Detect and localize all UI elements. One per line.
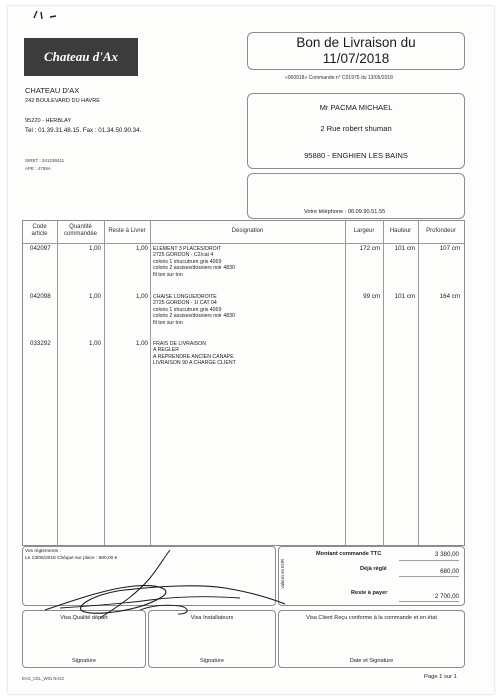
row-1-height: 101 cm xyxy=(394,245,415,252)
document-title-box xyxy=(247,32,465,70)
signature-label-1: Signature xyxy=(72,658,96,664)
header-quantity: Quantité commandée xyxy=(63,224,98,237)
row-3-qty: 1,00 xyxy=(88,340,101,347)
col-divider xyxy=(104,220,105,545)
header-designation: Désignation xyxy=(231,228,264,234)
row-1-width: 172 cm xyxy=(359,245,380,252)
order-reference: «060918» Commande n° C01975 du 13/05/2018 xyxy=(285,75,393,81)
rest-value: 2 700,00 xyxy=(434,593,459,600)
visa-installers-label: Visa Installateurs xyxy=(190,615,234,621)
document-date: 11/07/2018 xyxy=(322,51,390,66)
row-3-designation: FRAIS DE LIVRAISON A REGLER A REPRENDRE ANCIEN CANAPE LIVRAISON 90 A CHARGE CLIENT xyxy=(153,341,236,367)
row-3-code: 033292 xyxy=(30,340,51,347)
company-name: CHATEAU D'AX xyxy=(25,86,80,95)
signature-label-3: Date et Signature xyxy=(349,658,394,664)
payments-label: Vos règlements : xyxy=(25,549,61,554)
items-table xyxy=(22,220,465,546)
row-1-depth: 107 cm xyxy=(439,245,460,252)
page-number: Page 1 sur 1 xyxy=(424,674,457,680)
header-code: Code article xyxy=(31,224,48,237)
visa-client-box xyxy=(278,610,465,668)
row-2-depth: 164 cm xyxy=(439,293,460,300)
paid-label: Déjà réglé xyxy=(360,566,387,572)
row-1-qty: 1,00 xyxy=(88,245,101,252)
total-label: Montant commande TTC xyxy=(316,551,382,557)
handwritten-signature xyxy=(40,548,290,628)
customer-city: 95880 - ENGHIEN LES BAINS xyxy=(304,151,408,160)
header-height: Hauteur xyxy=(389,228,412,234)
row-2-code: 042098 xyxy=(30,293,51,300)
row-1-rest: 1,00 xyxy=(135,245,148,252)
row-3-rest: 1,00 xyxy=(135,340,148,347)
row-2-designation: CHAISE LONGUE/DROITE 2725 GORDON - 1I CAT 04 coloris 1 strucutrure gris 4069 coloris 2 assises/dossiers noir 4830 fil ton sur ton xyxy=(153,294,235,326)
scan-mark xyxy=(30,8,60,22)
visa-depart-label: Visa Qualité départ xyxy=(60,615,108,621)
customer-phone: Votre téléphone : 06.09.90.51.55 xyxy=(304,209,386,215)
company-logo: Chateau d'Ax xyxy=(24,38,138,76)
col-divider xyxy=(57,220,58,545)
payments-line: Le 13/05/2018 Chèque sur place : 680,00 € xyxy=(25,556,118,561)
footer-code: EAG_CEL_W01 NA22 xyxy=(22,676,64,681)
company-city: 95220 - HERBLAY xyxy=(25,118,72,124)
value-divider xyxy=(399,601,459,602)
col-divider xyxy=(418,220,419,545)
col-divider xyxy=(150,220,151,545)
visa-client-label: Visa Client Reçu conforme à la commande et en état xyxy=(306,615,437,621)
document-title: Bon de Livraison du xyxy=(296,35,416,50)
table-header-divider xyxy=(22,243,464,244)
company-address: 242 BOULEVARD DU HAVRE xyxy=(25,98,101,104)
col-divider xyxy=(345,220,346,545)
customer-name: Mr PACMA MICHAEL xyxy=(319,103,393,112)
company-phone: Tel : 01.39.31.48.15. Fax : 01.34.50.90.34. xyxy=(25,127,142,134)
header-depth: Profondeur xyxy=(426,228,456,234)
totals-box xyxy=(278,546,465,606)
value-divider xyxy=(399,576,459,577)
col-divider xyxy=(383,220,384,545)
row-1-code: 042097 xyxy=(30,245,51,252)
row-1-designation: ELEMENT 3 PLACES/DROIT 2725 GORDON - C2/cat 4 coloris 1 strucutrure gris 4069 coloris 2 assises/dossiers noir 4830 fil ton sur ton xyxy=(153,246,235,278)
row-2-qty: 1,00 xyxy=(88,293,101,300)
customer-street: 2 Rue robert shuman xyxy=(320,124,392,133)
customer-address-box xyxy=(247,93,465,169)
company-siret: SIRET : 341236011 xyxy=(25,158,65,163)
row-2-rest: 1,00 xyxy=(135,293,148,300)
total-value: 3 380,00 xyxy=(434,551,459,558)
value-divider xyxy=(399,560,459,561)
row-2-height: 101 cm xyxy=(394,293,415,300)
header-width: Largeur xyxy=(353,228,375,234)
currency-note: Valeurs en EUR xyxy=(280,559,285,589)
signature-label-2: Signature xyxy=(200,658,224,664)
row-2-width: 99 cm xyxy=(363,293,380,300)
paid-value: 680,00 xyxy=(440,568,459,575)
header-rest: Reste à Livrer xyxy=(108,228,146,234)
company-ape: APE : 4759A xyxy=(25,166,51,171)
rest-label: Reste à payer xyxy=(351,590,388,596)
